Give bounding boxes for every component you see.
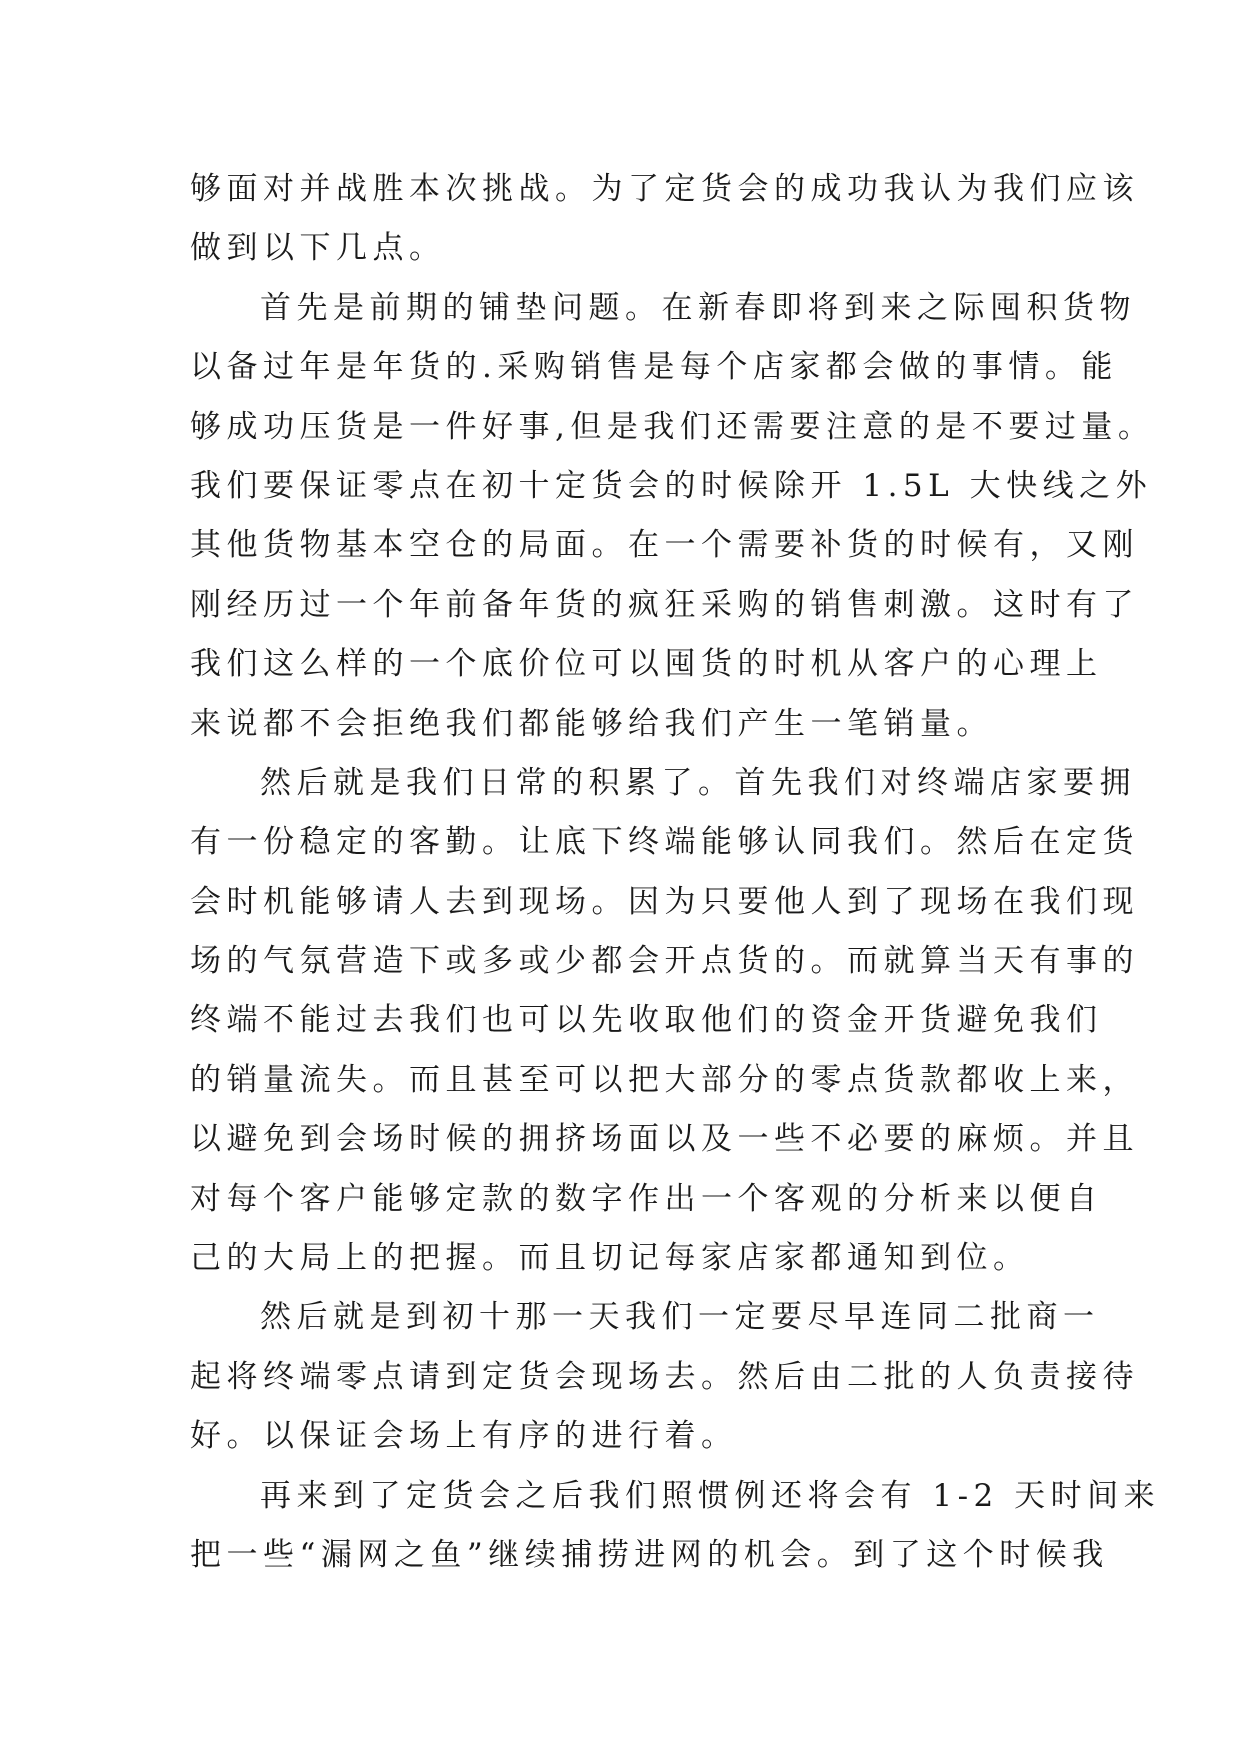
paragraph-first-line: 再来到了定货会之后我们照惯例还将会有 1-2 天时间来	[260, 1477, 1161, 1514]
paragraph-first-line: 首先是前期的铺垫问题。在新春即将到来之际囤积货物	[260, 289, 1136, 326]
text-line: 以备过年是年货的.采购销售是每个店家都会做的事情。能	[190, 349, 1118, 386]
text-line: 我们要保证零点在初十定货会的时候除开 1.5L 大快线之外	[190, 467, 1153, 504]
text-line: 把一些“漏网之鱼”继续捕捞进网的机会。到了这个时候我	[190, 1536, 1109, 1573]
paragraph-first-line: 然后就是到初十那一天我们一定要尽早连同二批商一	[260, 1299, 1100, 1336]
text-line: 来说都不会拒绝我们都能够给我们产生一笔销量。	[190, 705, 993, 742]
text-line: 好。以保证会场上有序的进行着。	[190, 1418, 738, 1455]
text-line: 对每个客户能够定款的数字作出一个客观的分析来以便自	[190, 1180, 1103, 1217]
text-line: 己的大局上的把握。而且切记每家店家都通知到位。	[190, 1240, 1030, 1277]
text-line: 终端不能过去我们也可以先收取他们的资金开货避免我们	[190, 1002, 1103, 1039]
text-line: 会时机能够请人去到现场。因为只要他人到了现场在我们现	[190, 883, 1139, 920]
text-line: 以避免到会场时候的拥挤场面以及一些不必要的麻烦。并且	[190, 1121, 1139, 1158]
text-line: 够面对并战胜本次挑战。为了定货会的成功我认为我们应该	[190, 171, 1139, 207]
text-line: 有一份稳定的客勤。让底下终端能够认同我们。然后在定货	[190, 824, 1139, 861]
document-body	[190, 160, 1161, 1585]
paragraph-first-line: 然后就是我们日常的积累了。首先我们对终端店家要拥	[260, 764, 1136, 801]
text-line: 起将终端零点请到定货会现场去。然后由二批的人负责接待	[190, 1358, 1139, 1395]
text-line: 做到以下几点。	[190, 230, 446, 267]
text-line: 刚经历过一个年前备年货的疯狂采购的销售刺激。这时有了	[190, 586, 1139, 623]
text-line: 其他货物基本空仓的局面。在一个需要补货的时候有，又刚	[190, 527, 1139, 564]
text-line: 我们这么样的一个底价位可以囤货的时机从客户的心理上	[190, 646, 1103, 683]
text-line: 场的气氛营造下或多或少都会开点货的。而就算当天有事的	[190, 943, 1139, 980]
text-line: 够成功压货是一件好事,但是我们还需要注意的是不要过量。	[190, 408, 1155, 445]
text-line: 的销量流失。而且甚至可以把大部分的零点货款都收上来，	[190, 1061, 1139, 1098]
